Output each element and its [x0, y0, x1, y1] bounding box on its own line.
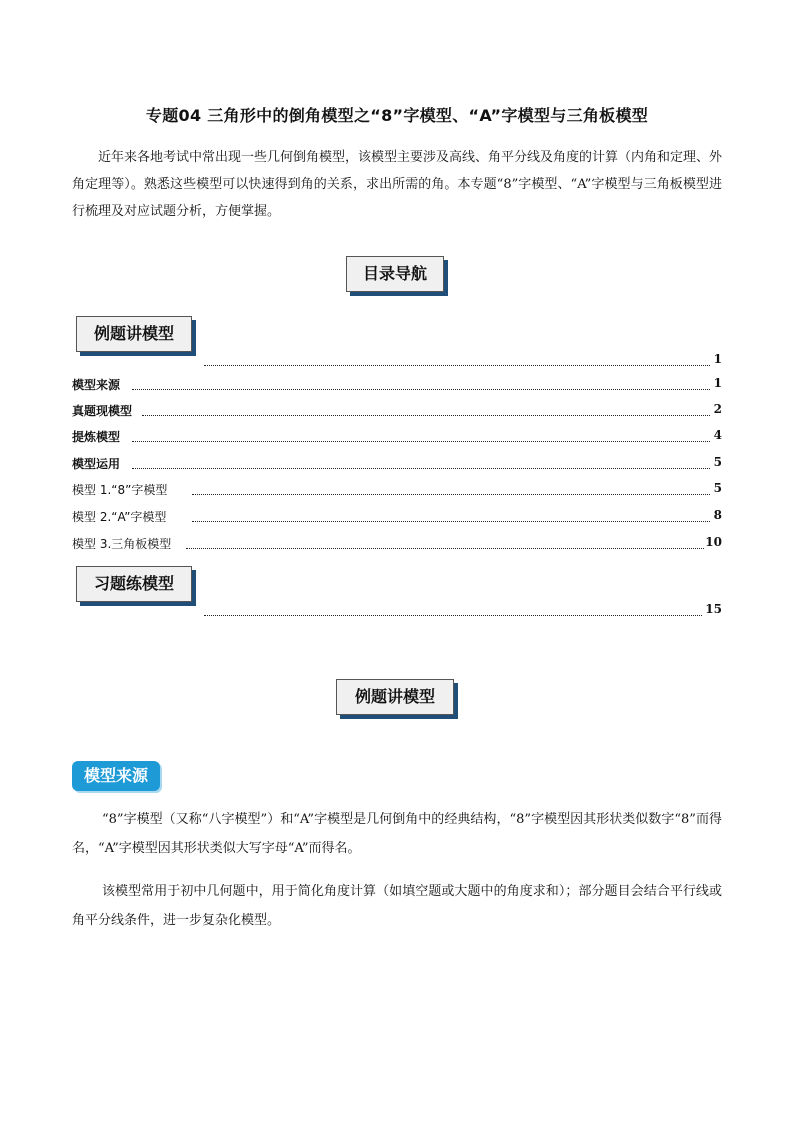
model-source-badge: 模型来源	[72, 761, 160, 791]
toc-section-exercise: 习题练模型	[76, 566, 192, 602]
toc-leader	[186, 547, 704, 549]
toc-item-refine[interactable]	[72, 428, 722, 446]
toc-item-apply[interactable]	[72, 455, 722, 473]
toc-item-model-3[interactable]	[72, 535, 722, 553]
toc-page: 8	[713, 508, 722, 522]
body-paragraph-1: “8”字模型（又称“八字模型”）和“A”字模型是几何倒角中的经典结构，“8”字模型因其形状类似数字“8”而得名，“A”字模型因其形状类似大写字母“A”而得名。	[72, 812, 722, 856]
toc-item-model-1[interactable]	[72, 481, 722, 499]
toc-item-model-source[interactable]	[72, 376, 722, 394]
toc-item-label: 提炼模型	[72, 430, 121, 444]
toc-page: 15	[705, 602, 722, 616]
toc-page: 4	[713, 428, 722, 442]
toc-item-label: 模型 2.“A”字模型	[72, 510, 167, 524]
toc-item-model-2[interactable]	[72, 508, 722, 526]
toc-heading: 目录导航	[346, 256, 444, 292]
toc-page: 10	[705, 535, 722, 549]
toc-page: 1	[713, 376, 722, 390]
intro-paragraph: 近年来各地考试中常出现一些几何倒角模型，该模型主要涉及高线、角平分线及角度的计算（内角和定理、外角定理等）。熟悉这些模型可以快速得到角的关系，求出所需的角。本专题“8”字模型、“A”字模型与三角板模型进行梳理及对应试题分析，方便掌握。	[72, 150, 723, 219]
toc-leader	[132, 388, 710, 390]
toc-item-label: 模型 1.“8”字模型	[72, 483, 168, 497]
toc-leader	[132, 467, 710, 469]
toc-item-label: 模型来源	[72, 378, 121, 392]
toc-page: 5	[713, 455, 722, 469]
toc-leader	[192, 493, 710, 495]
toc-leader	[192, 520, 710, 522]
document-title: 专题04 三角形中的倒角模型之“8”字模型、“A”字模型与三角板模型	[145, 106, 649, 125]
toc-leader	[204, 364, 710, 366]
toc-leader	[142, 414, 710, 416]
toc-item-label: 模型 3.三角板模型	[72, 537, 172, 551]
body-paragraph-2: 该模型常用于初中几何题中，用于简化角度计算（如填空题或大题中的角度求和）；部分题目会结合平行线或角平分线条件，进一步复杂化模型。	[72, 884, 722, 928]
toc-row-section1[interactable]	[72, 352, 722, 370]
section-heading: 例题讲模型	[336, 679, 454, 715]
toc-leader	[132, 440, 710, 442]
toc-section-example: 例题讲模型	[76, 316, 192, 352]
toc-leader	[204, 614, 702, 616]
toc-page: 1	[713, 352, 722, 366]
toc-row-section2[interactable]	[72, 602, 722, 620]
toc-item-real-exam[interactable]	[72, 402, 722, 420]
toc-item-label: 真题现模型	[72, 404, 133, 418]
toc-page: 5	[713, 481, 722, 495]
toc-page: 2	[713, 402, 722, 416]
toc-item-label: 模型运用	[72, 457, 121, 471]
